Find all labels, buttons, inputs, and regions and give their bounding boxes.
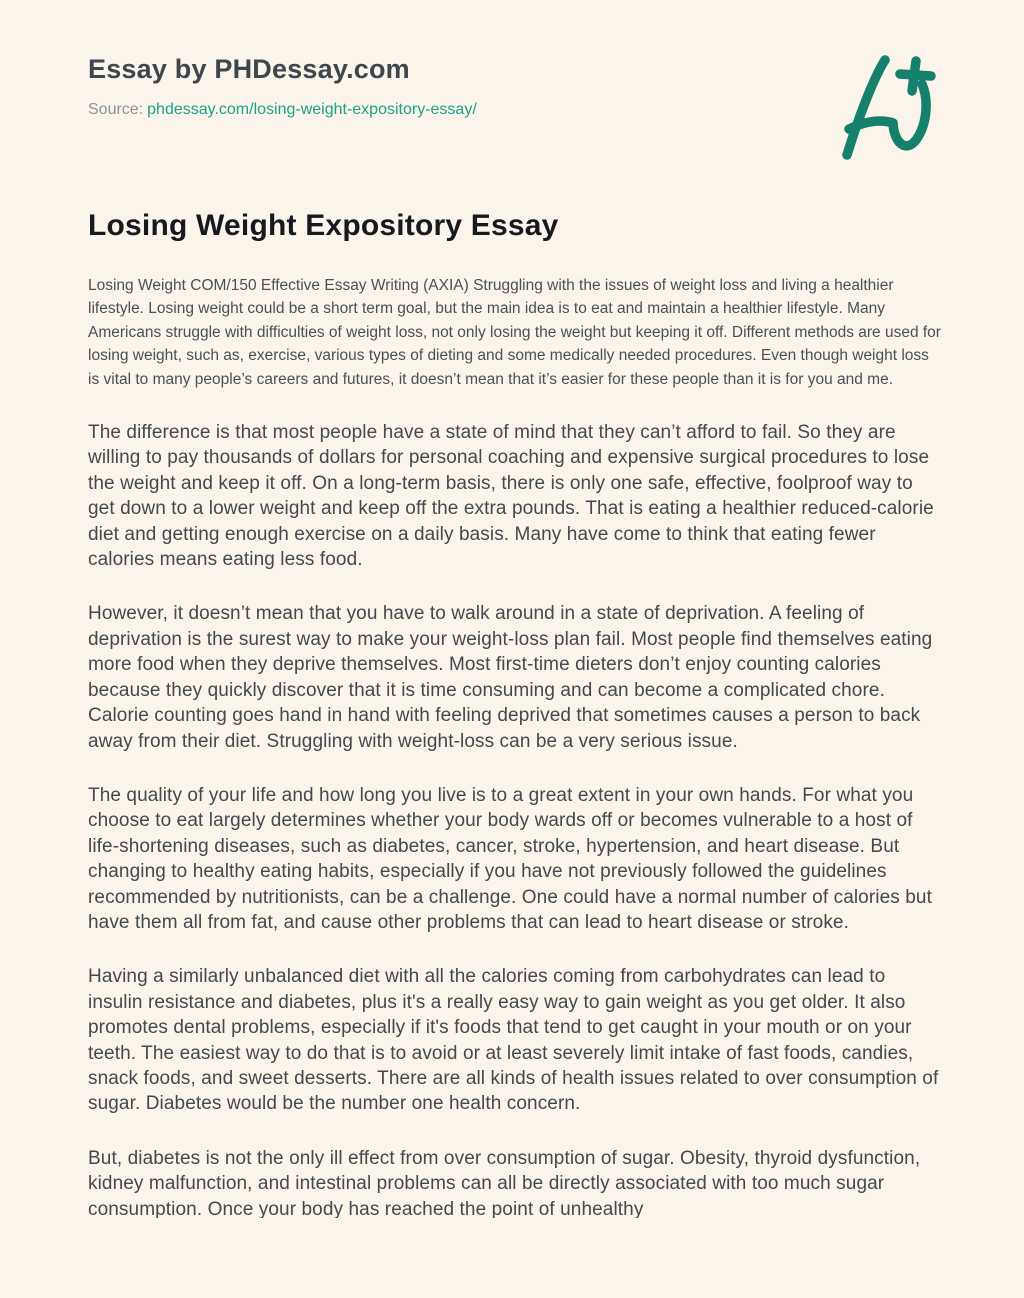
essay-paragraph: The quality of your life and how long you live is to a great extent in your own hands. For what you choose to eat largely determines whether your body wards off or becomes vulnerable to a host of life-shortening diseases, such as diabetes, cancer, stroke, hypertension, and heart disease. But changing to healthy eating habits, especially if you have not previously followed the guidelines recommended by nutritionists, can be a challenge. One could have a normal number of calories but have them all from fat, and cause other problems that can lead to heart disease or stroke. xyxy=(88,784,932,933)
byline: Essay by PHDessay.com xyxy=(88,54,410,84)
page-header xyxy=(88,50,940,162)
header-text xyxy=(88,50,477,119)
source-label: Source: xyxy=(88,101,144,118)
essay-intro-paragraph: Losing Weight COM/150 Effective Essay Writing (AXIA) Struggling with the issues of weight loss and living a healthier lifestyle. Losing weight could be a short term goal, but the main idea is to eat and maintain a healthier lifestyle. Many Americans struggle with difficulties of weight loss, not only losing the weight but keeping it off. Different methods are used for losing weight, such as, exercise, various types of dieting and some medically needed procedures. Even though weight loss is vital to many people’s careers and futures, it doesn’t mean that it’s easier for these people than it is for you and me. xyxy=(88,277,941,388)
essay-paragraph: Having a similarly unbalanced diet with all the calories coming from carbohydrates can lead to insulin resistance and diabetes, plus it's a really easy way to gain weight as you get older. It also promotes dental problems, especially if it's foods that tend to get caught in your mouth or on your teeth. The easiest way to do that is to avoid or at least severely limit intake of fast foods, candies, snack foods, and sweet desserts. There are all kinds of health issues related to over consumption of sugar. Diabetes would be the number one health concern. xyxy=(88,966,939,1115)
essay-paragraph: The difference is that most people have a state of mind that they can’t afford to fail. So they are willing to pay thousands of dollars for personal coaching and expensive surgical procedures to lose the weight and keep it off. On a long-term basis, there is only one safe, effective, foolproof way to get down to a lower weight and keep off the extra pounds. That is eating a healthier reduced-calorie diet and getting enough exercise on a daily basis. Many have come to think that eating fewer calories means eating less food. xyxy=(88,422,934,571)
source-link[interactable]: phdessay.com/losing-weight-expository-essay/ xyxy=(147,101,477,118)
source-line xyxy=(88,101,477,119)
essay-paragraph: However, it doesn’t mean that you have to walk around in a state of deprivation. A feeling of deprivation is the surest way to make your weight-loss plan fail. Most people find themselves eating more food when they deprive themselves. Most first-time dieters don’t enjoy counting calories because they quickly discover that it is time consuming and can become a complicated chore. Calorie counting goes hand in hand with feeling deprived that sometimes causes a person to back away from their diet. Struggling with weight-loss can be a very serious issue. xyxy=(88,603,933,752)
essay-paragraph-clipped: But, diabetes is not the only ill effect from over consumption of sugar. Obesity, thyroid dysfunction, kidney malfunction, and intestinal problems can all be directly associated with too much sugar consumption. Once your body has reached the point of unhealthy xyxy=(88,1147,921,1218)
essay-title: Losing Weight Expository Essay xyxy=(88,209,559,242)
a-plus-logo-icon xyxy=(836,50,936,162)
